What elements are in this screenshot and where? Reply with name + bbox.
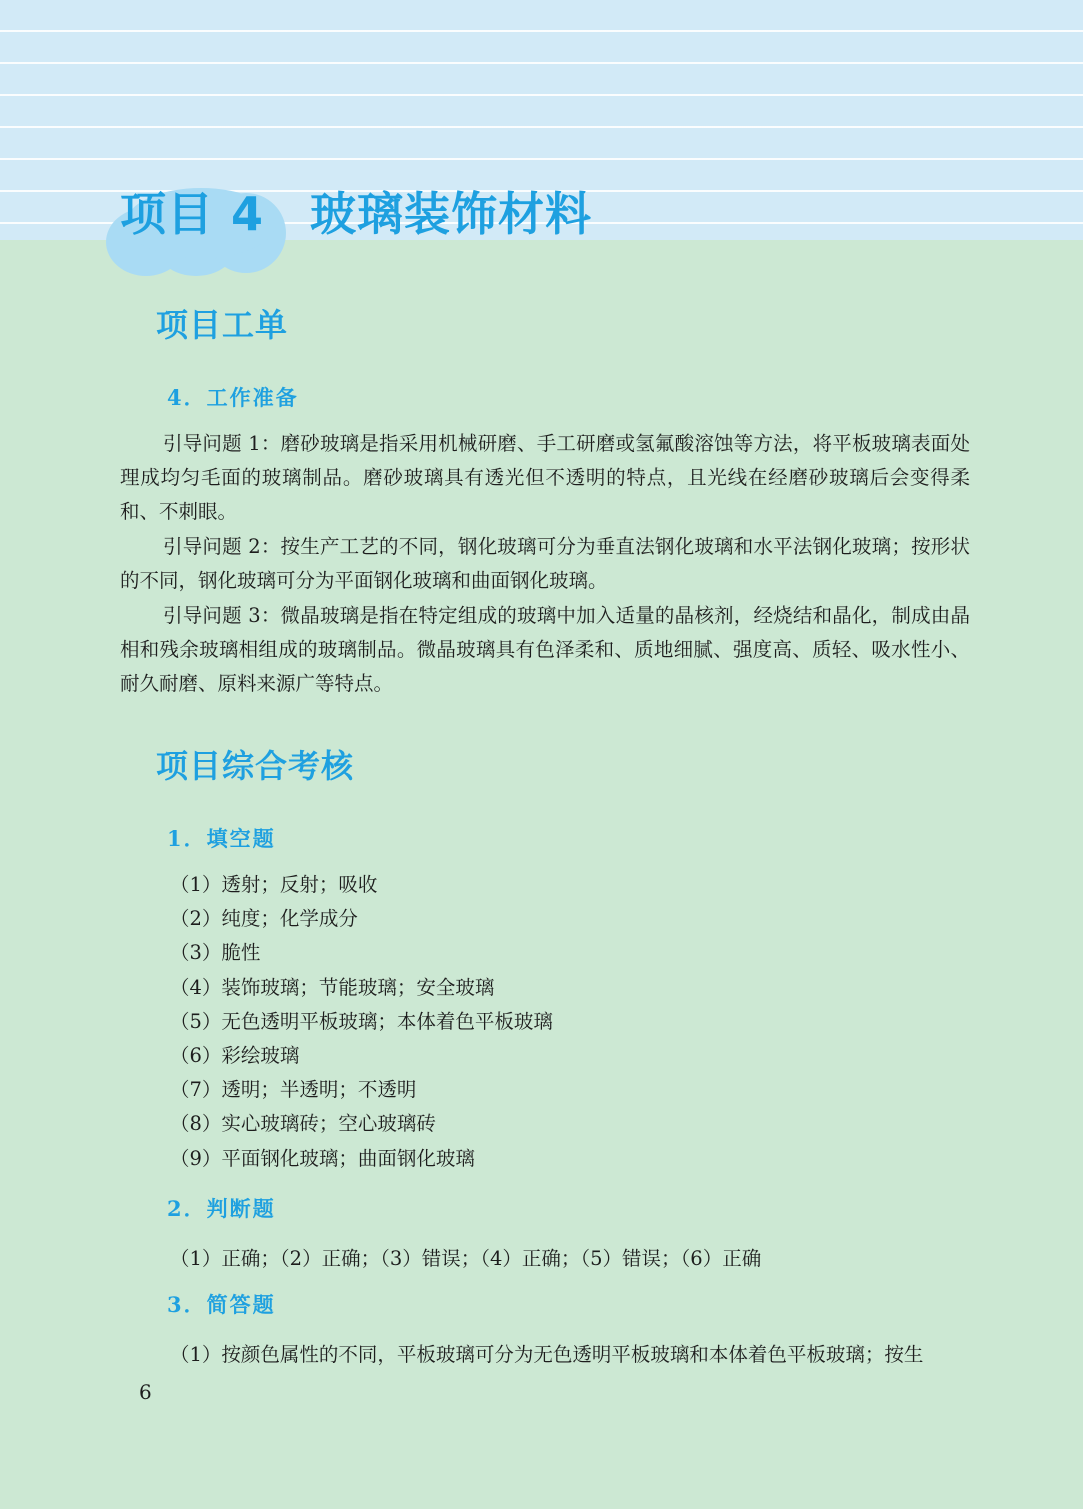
subsection-title-preparation: 4．工作准备 <box>167 385 299 410</box>
subsection-title-short-answer: 3．简答题 <box>167 1292 276 1317</box>
project-label: 项目 4 <box>120 187 265 241</box>
list-item: （6）彩绘玻璃 <box>170 1044 300 1068</box>
guide-question-1: 引导问题 1：磨砂玻璃是指采用机械研磨、手工研磨或氢氟酸溶蚀等方法，将平板玻璃表面处理成均匀毛面的玻璃制品。磨砂玻璃具有透光但不透明的特点，且光线在经磨砂玻璃后会变得柔和、不刺眼。 <box>120 432 970 523</box>
section-title-work-order: 项目工单 <box>156 306 289 344</box>
list-item: （9）平面钢化玻璃；曲面钢化玻璃 <box>170 1146 475 1170</box>
project-title <box>120 178 592 244</box>
subsection-title-true-false: 2．判断题 <box>167 1196 276 1221</box>
guide-question-3: 引导问题 3：微晶玻璃是指在特定组成的玻璃中加入适量的晶核剂，经烧结和晶化，制成由晶相和残余玻璃相组成的玻璃制品。微晶玻璃具有色泽柔和、质地细腻、强度高、质轻、吸水性小、耐久耐磨、原料来源广等特点。 <box>120 604 970 695</box>
page-number: 6 <box>139 1380 152 1404</box>
fill-in-answer-list <box>170 868 553 1176</box>
project-name: 玻璃装饰材料 <box>310 187 593 241</box>
list-item: （3）脆性 <box>170 941 261 965</box>
list-item: （7）透明；半透明；不透明 <box>170 1078 417 1102</box>
list-item: （8）实心玻璃砖；空心玻璃砖 <box>170 1112 436 1136</box>
list-item: （4）装饰玻璃；节能玻璃；安全玻璃 <box>170 975 495 999</box>
list-item: （5）无色透明平板玻璃；本体着色平板玻璃 <box>170 1009 553 1033</box>
guide-question-2: 引导问题 2：按生产工艺的不同，钢化玻璃可分为垂直法钢化玻璃和水平法钢化玻璃；按形状的不同，钢化玻璃可分为平面钢化玻璃和曲面钢化玻璃。 <box>120 535 970 592</box>
subsection-title-fill-in: 1．填空题 <box>167 826 276 851</box>
section-title-assessment: 项目综合考核 <box>156 747 355 785</box>
list-item: （2）纯度；化学成分 <box>170 907 358 931</box>
short-answer-text: （1）按颜色属性的不同，平板玻璃可分为无色透明平板玻璃和本体着色平板玻璃；按生 <box>170 1343 924 1366</box>
list-item: （1）透射；反射；吸收 <box>170 873 378 896</box>
true-false-answers: （1）正确；（2）正确；（3）错误；（4）正确；（5）错误；（6）正确 <box>170 1247 762 1270</box>
